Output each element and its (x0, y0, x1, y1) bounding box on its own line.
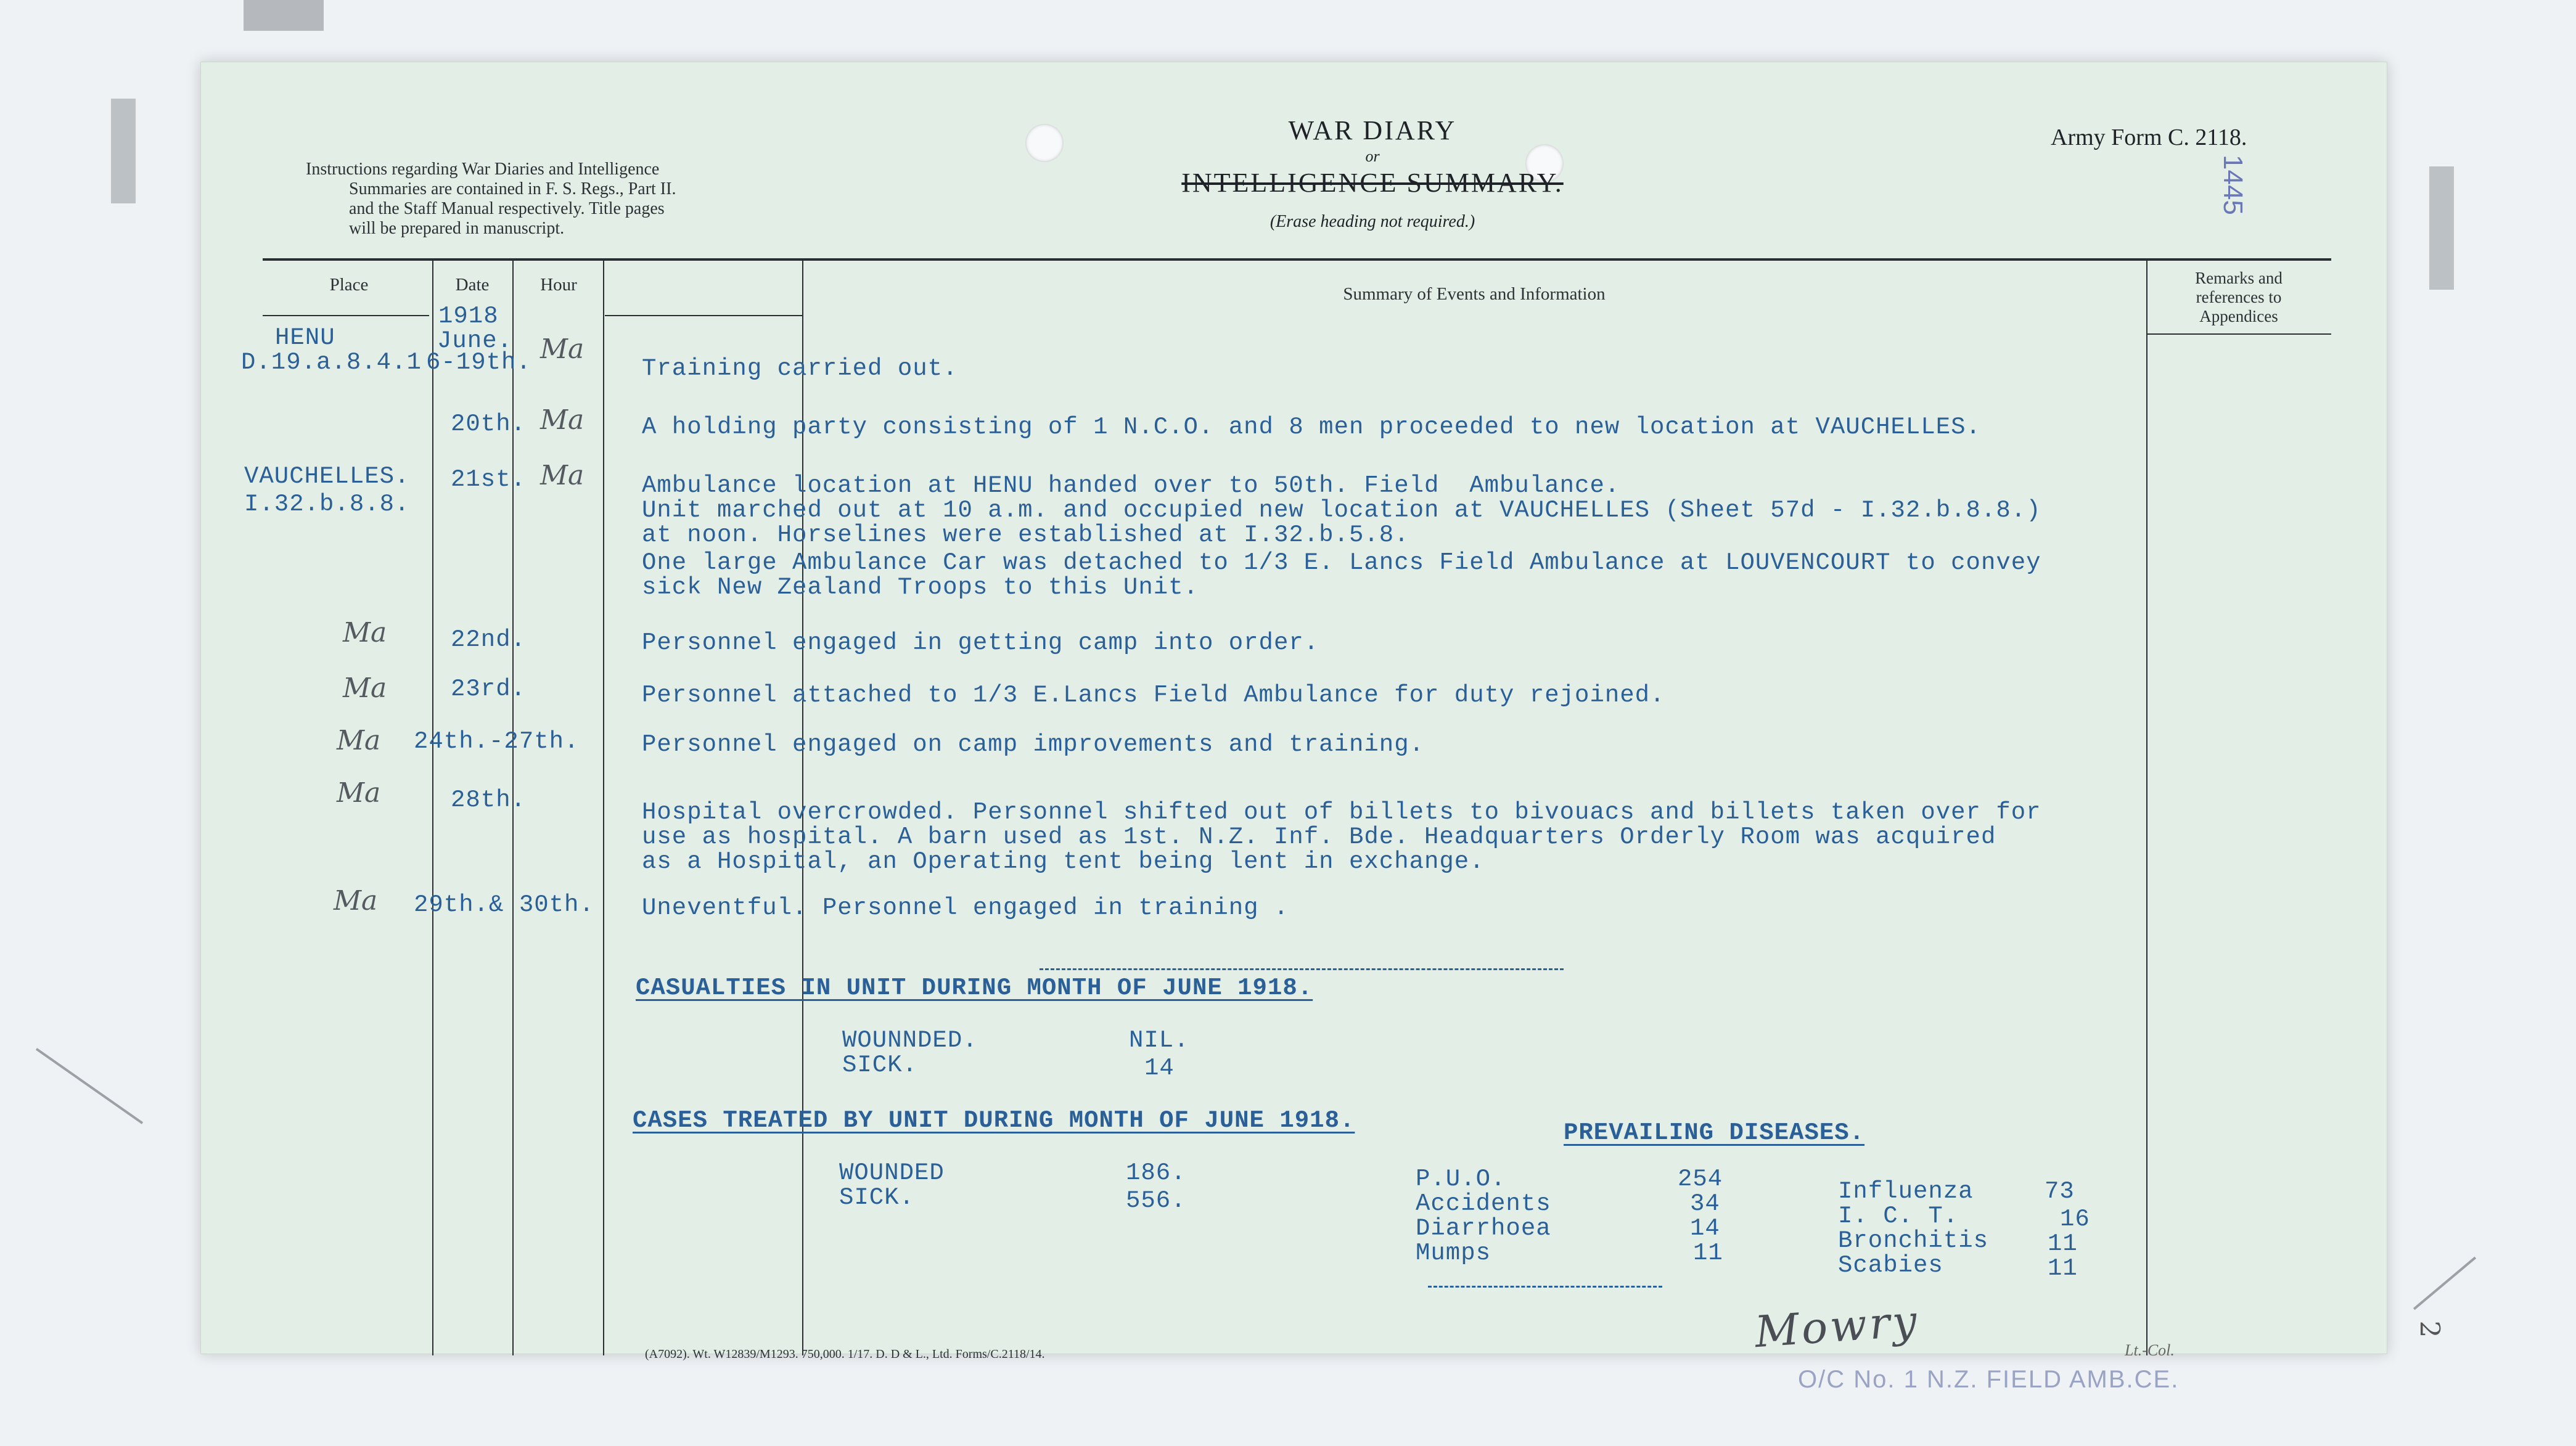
date-day: 24th.-27th. (414, 728, 580, 755)
header-bottom-rule (605, 315, 802, 316)
disease-count: 73 (2045, 1178, 2075, 1205)
disease-name: I. C. T. (1838, 1203, 1959, 1230)
header-bottom-rule (2146, 333, 2331, 335)
event-text: as a Hospital, an Operating tent being lent in exchange. (642, 848, 1485, 875)
date-day: 6-19th. (426, 349, 531, 376)
disease-name: P.U.O. (1416, 1166, 1506, 1193)
event-text: Personnel engaged in getting camp into order. (642, 629, 1319, 656)
instructions-line: and the Staff Manual respectively. Title pages (349, 199, 665, 218)
signature: Mowry (1753, 1295, 1921, 1358)
place-ref: D.19.a.8.4.1 (241, 349, 422, 376)
place-initials: Ma (337, 777, 381, 809)
disease-count: 11 (2048, 1255, 2078, 1282)
place-name: HENU (275, 324, 335, 351)
army-form-label: Army Form C. 2118. (2051, 125, 2247, 150)
event-text: A holding party consisting of 1 N.C.O. and 8 men proceeded to new location at VAUCHELLES. (642, 414, 1981, 441)
table-top-rule (263, 258, 2331, 261)
place-initials: Ma (343, 617, 387, 648)
hour-initials: Ma (540, 404, 585, 436)
section-divider (1040, 968, 1564, 970)
column-divider (432, 258, 433, 1355)
col-date: Date (455, 275, 490, 295)
pencil-mark (244, 0, 324, 31)
col-remarks-line: Remarks and (2195, 269, 2283, 287)
section-divider (1428, 1286, 1662, 1288)
date-day: 20th. (451, 411, 527, 438)
title-or: or (1365, 147, 1380, 165)
disease-count: 34 (1690, 1190, 1720, 1217)
column-divider (603, 258, 604, 1355)
disease-count: 254 (1678, 1166, 1723, 1193)
header-bottom-rule (263, 315, 429, 316)
date-day: 21st. (451, 466, 527, 493)
place-initials: Ma (337, 725, 381, 756)
event-text: Uneventful. Personnel engaged in training . (642, 894, 1289, 921)
disease-count: 14 (1690, 1215, 1720, 1242)
instructions-line: Instructions regarding War Diaries and Intelligence (306, 160, 660, 179)
event-text: Hospital overcrowded. Personnel shifted out of billets to bivouacs and billets taken over for (642, 799, 2041, 826)
instructions-line: will be prepared in manuscript. (349, 219, 565, 238)
date-day: 23rd. (451, 676, 527, 703)
erase-note: (Erase heading not required.) (1270, 212, 1475, 231)
col-remarks-line: Appendices (2199, 307, 2278, 325)
place-initials: Ma (343, 672, 387, 704)
pencil-mark (111, 99, 136, 203)
cases-value: 186. (1126, 1159, 1186, 1187)
date-month: June. (437, 327, 513, 354)
disease-name: Bronchitis (1838, 1227, 1989, 1254)
casualty-label: SICK. (842, 1052, 918, 1079)
print-line: (A7092). Wt. W12839/M1293. 750,000. 1/17. D. D & L., Ltd. Forms/C.2118/14. (645, 1347, 1045, 1361)
place-ref: I.32.b.8.8. (244, 491, 410, 518)
event-text: use as hospital. A barn used as 1st. N.Z. Inf. Bde. Headquarters Orderly Room was acquired (642, 823, 1996, 851)
col-remarks (2149, 269, 2328, 326)
date-year: 1918 (438, 303, 499, 330)
archive-number: 1445 (2218, 155, 2248, 215)
unit-stamp: O/C No. 1 N.Z. FIELD AMB.CE. (1798, 1366, 2180, 1393)
diseases-heading: PREVAILING DISEASES. (1564, 1119, 1865, 1146)
column-divider (2146, 258, 2147, 1355)
disease-name: Scabies (1838, 1252, 1943, 1279)
disease-count: 11 (2048, 1230, 2078, 1257)
col-summary: Summary of Events and Information (1343, 284, 1606, 304)
event-text: Unit marched out at 10 a.m. and occupied new location at VAUCHELLES (Sheet 57d - I.32.b.8.8.) (642, 497, 2041, 524)
disease-name: Diarrhoea (1416, 1215, 1551, 1242)
form-title (1095, 115, 1650, 232)
page-number: 2 (2413, 1320, 2445, 1338)
place-initials: Ma (334, 885, 378, 917)
instructions-line: Summaries are contained in F. S. Regs., Part II. (349, 179, 676, 198)
casualty-value: NIL. (1129, 1027, 1189, 1054)
punch-hole (1025, 124, 1064, 162)
war-diary-page (200, 62, 2445, 1393)
date-day: 22nd. (451, 626, 527, 653)
cases-label: WOUNDED (839, 1159, 945, 1187)
rank-label: Lt.-Col. (2125, 1341, 2175, 1359)
hour-initials: Ma (540, 333, 585, 365)
place-name: VAUCHELLES. (244, 463, 410, 490)
casualties-heading: CASUALTIES IN UNIT DURING MONTH OF JUNE 1918. (636, 974, 1313, 1002)
disease-name: Accidents (1416, 1190, 1551, 1217)
instructions-note (306, 160, 1015, 239)
col-remarks-line: references to (2196, 288, 2282, 306)
cases-label: SICK. (839, 1184, 915, 1211)
disease-name: Influenza (1838, 1178, 1974, 1205)
date-day: 29th.& 30th. (414, 891, 594, 918)
event-text: Personnel engaged on camp improvements and training. (642, 731, 1424, 758)
date-day: 28th. (451, 786, 527, 814)
cases-heading: CASES TREATED BY UNIT DURING MONTH OF JUNE 1918. (633, 1107, 1355, 1134)
cases-value: 556. (1126, 1187, 1186, 1214)
title-war-diary: WAR DIARY (1288, 115, 1457, 145)
casualty-label: WOUNNDED. (842, 1027, 978, 1054)
pencil-mark (2429, 166, 2454, 290)
disease-name: Mumps (1416, 1240, 1491, 1267)
title-struck: INTELLIGENCE SUMMARY. (1181, 168, 1564, 198)
event-text: at noon. Horselines were established at I.32.b.5.8. (642, 521, 1409, 549)
hour-initials: Ma (540, 460, 585, 491)
col-hour: Hour (540, 275, 577, 295)
event-text: Ambulance location at HENU handed over to 50th. Field Ambulance. (642, 472, 1620, 499)
casualty-value: 14 (1144, 1055, 1175, 1082)
event-text: Personnel attached to 1/3 E.Lancs Field Ambulance for duty rejoined. (642, 682, 1665, 709)
col-place: Place (329, 275, 369, 295)
disease-count: 16 (2060, 1206, 2090, 1233)
disease-count: 11 (1693, 1240, 1723, 1267)
event-text: One large Ambulance Car was detached to 1/3 E. Lancs Field Ambulance at LOUVENCOURT to convey (642, 549, 2041, 576)
event-text: Training carried out. (642, 355, 958, 382)
event-text: sick New Zealand Troops to this Unit. (642, 574, 1199, 601)
